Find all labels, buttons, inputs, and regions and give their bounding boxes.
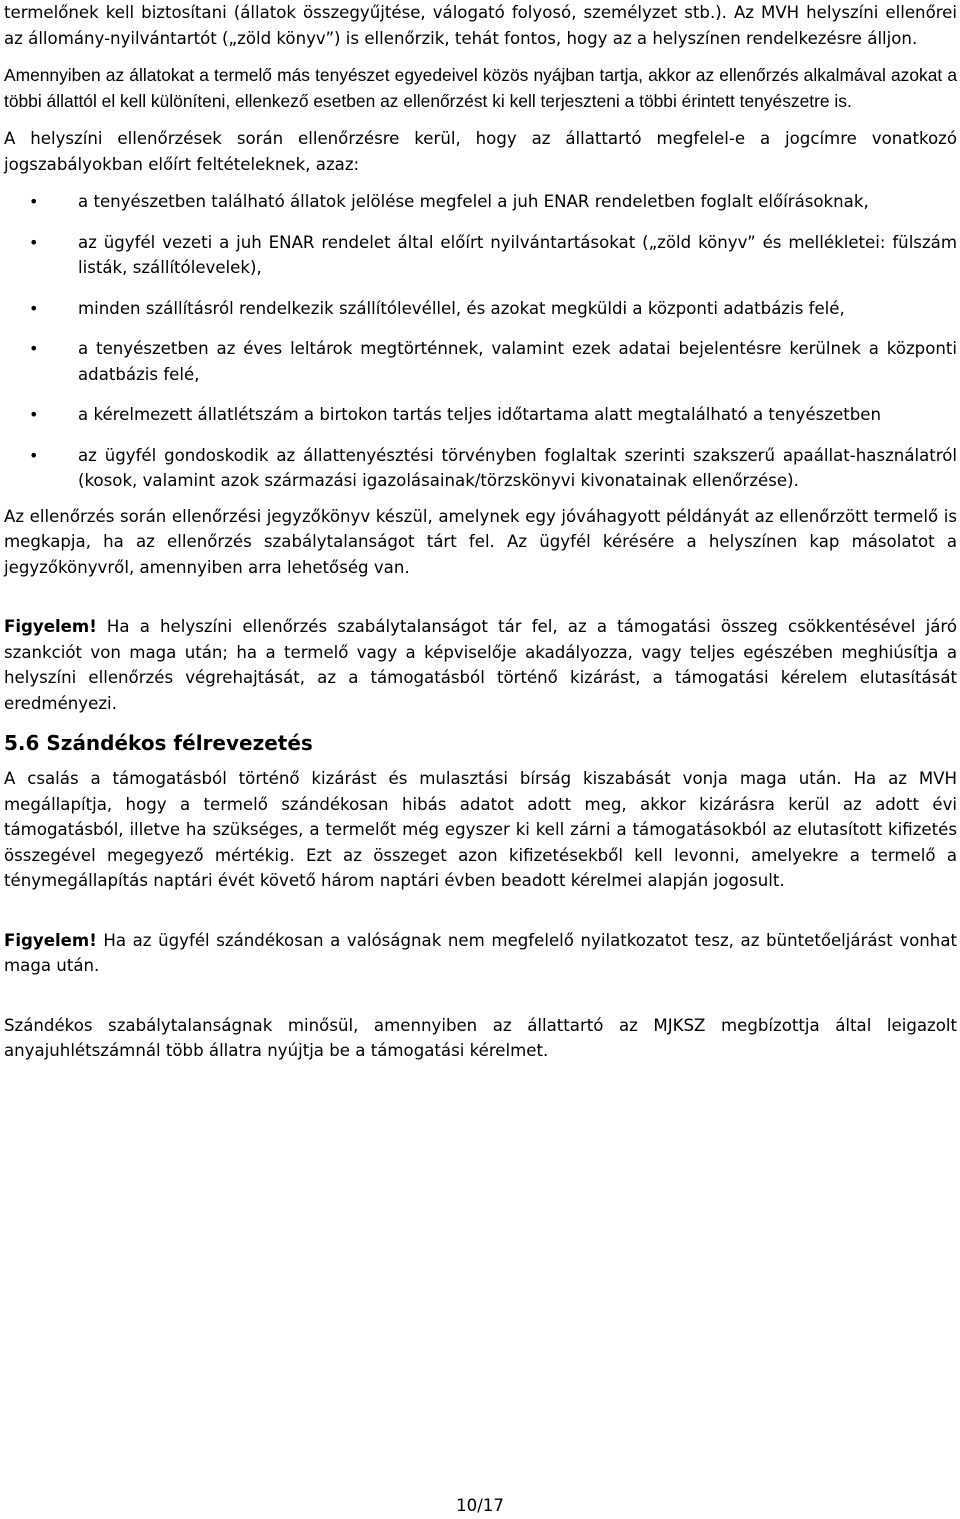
warning-label: Figyelem!: [4, 617, 97, 636]
intentional-paragraph: Szándékos szabálytalanságnak minősül, amennyiben az állattartó az MJKSZ megbízottja által leigazolt anyajuhlétszámnál több állatra nyújtja be a támogatási kérelmet.: [4, 1015, 957, 1060]
bullet-icon: •: [29, 445, 39, 465]
warning-label: Figyelem!: [4, 930, 97, 950]
document-page: [4, 0, 957, 1064]
warning-paragraph-2: Figyelem! Ha az ügyfél szándékosan a valóságnak nem megfelelő nyilatkozatot tesz, az büntetőeljárást vonhat maga után.: [4, 930, 957, 975]
checks-list: [4, 189, 957, 494]
list-item: • az ügyfél gondoskodik az állattenyésztési törvényben foglaltak szerinti szakszerű apaállat-használatról (kosok, valamint azok származási igazolásainak/törzskönyvi kivonatainak ellenőrzése).: [4, 443, 957, 494]
bullet-icon: •: [29, 298, 39, 318]
warning-paragraph-1: Figyelem! Ha a helyszíni ellenőrzés szabálytalanságot tár fel, az a támogatási összeg csökkentésével járó szankciót von maga után; ha a termelő vagy a képviselője akadályozza, vagy teljes egészében meghiúsítja a helyszíni ellenőrzés végrehajtását, az a támogatásból történő kizárást, a támogatási kérelem elutasítását eredményezi.: [4, 617, 957, 713]
fraud-paragraph: A csalás a támogatásból történő kizárást és mulasztási bírság kiszabását vonja maga után. Ha az MVH megállapítja, hogy a termelő szándékosan hibás adatot adott meg, akkor kizárásra kerül az adott évi támogatásból, illetve ha szükséges, a termelőt még egyszer ki kell zárni a támogatásokból az elutasított kifizetés összegével megegyező mértékig. Ezt az összeget azon kifizetésekből kell levonni, amelyekre a termelő a ténymegállapítás naptári évét követő három naptári évben beadott kérelmei alapján jogosult.: [4, 769, 957, 890]
list-item: • az ügyfél vezeti a juh ENAR rendelet által előírt nyilvántartásokat („zöld könyv” és mellékletei: fülszám listák, szállítólevelek),: [4, 230, 957, 281]
list-item: • a kérelmezett állatlétszám a birtokon tartás teljes időtartama alatt megtalálható a tenyészetben: [4, 402, 957, 428]
bullet-icon: •: [29, 192, 39, 211]
section-heading: 5.6 Szándékos félrevezetés: [4, 731, 313, 755]
list-item: • a tenyészetben az éves leltárok megtörténnek, valamint ezek adatai bejelentésre kerülnek a központi adatbázis felé,: [4, 336, 957, 387]
list-item: • minden szállításról rendelkezik szállítólevéllel, és azokat megküldi a központi adatbázis felé,: [4, 296, 957, 322]
bullet-icon: •: [29, 339, 39, 358]
list-item: • a tenyészetben található állatok jelölése megfelel a juh ENAR rendeletben foglalt előírásoknak,: [4, 189, 957, 215]
checks-intro: A helyszíni ellenőrzések során ellenőrzésre kerül, hogy az állattartó megfelel-e a jogcímre vonatkozó jogszabályokban előírt feltételeknek, azaz:: [4, 129, 957, 174]
page-number: 10/17: [456, 1496, 504, 1515]
intro-paragraph: termelőnek kell biztosítani (állatok összegyűjtése, válogató folyosó, személyzet stb.). Az MVH helyszíni ellenőrei az állomány-nyilvántartót („zöld könyv”) is ellenőrzik, tehát fontos, hogy az a helyszínen rendelkezésre álljon.: [4, 3, 957, 48]
herd-paragraph: Amennyiben az állatokat a termelő más tenyészet egyedeivel közös nyájban tartja, akkor az ellenőrzés alkalmával azokat a többi állattól el kell különíteni, ellenkező esetben az ellenőrzést ki kell terjeszteni a többi érintett tenyészetre is.: [4, 65, 957, 111]
report-paragraph: Az ellenőrzés során ellenőrzési jegyzőkönyv készül, amelynek egy jóváhagyott példányát az ellenőrzött termelő is megkapja, ha az ellenőrzés szabálytalanságot tárt fel. Az ügyfél kérésére a helyszínen kap másolatot a jegyzőkönyvről, amennyiben arra lehetőség van.: [4, 506, 957, 577]
bullet-icon: •: [29, 232, 39, 252]
bullet-icon: •: [29, 405, 39, 424]
